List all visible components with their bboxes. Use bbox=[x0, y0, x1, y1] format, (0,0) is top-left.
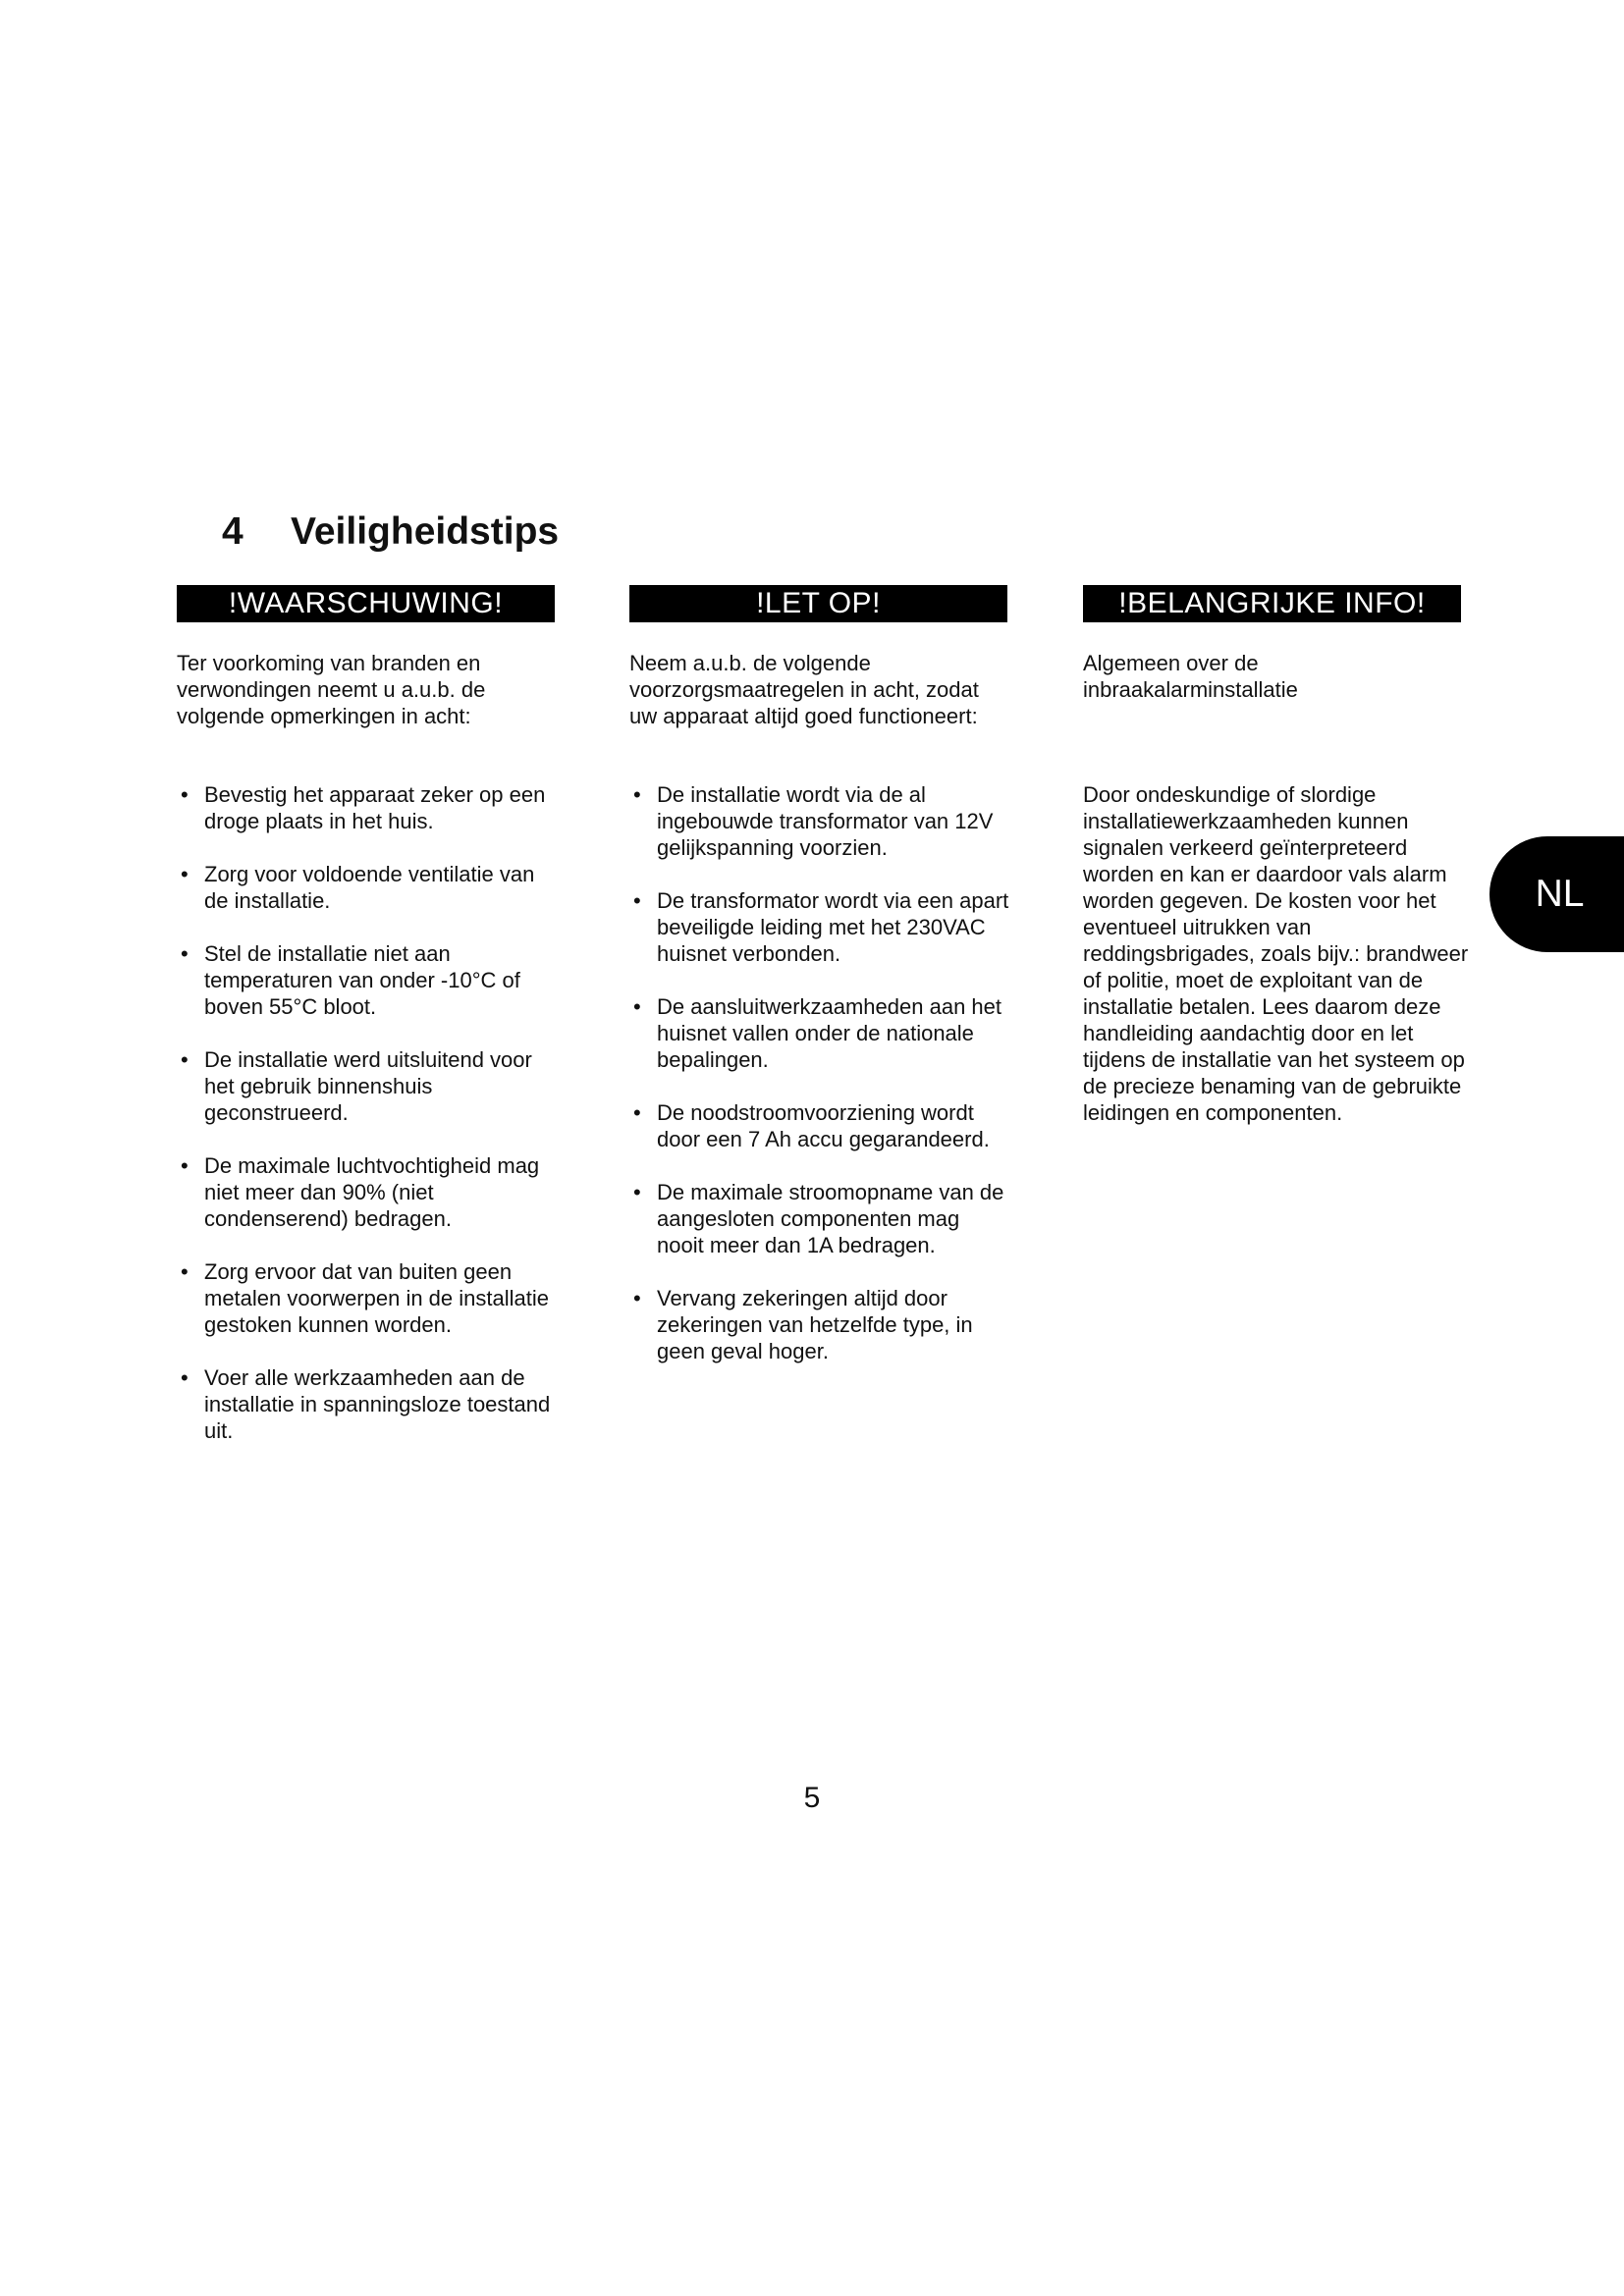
warning-intro: Ter voorkoming van branden en verwondingen neemt u a.u.b. de volgende opmerkingen in acht: bbox=[177, 651, 486, 728]
list-item: • Bevestig het apparaat zeker op een droge plaats in het huis. bbox=[181, 782, 546, 833]
section-number: 4 bbox=[222, 510, 244, 553]
warning-banner: !WAARSCHUWING! bbox=[177, 585, 555, 622]
info-body: Door ondeskundige of slordige installatiewerkzaamheden kunnen signalen verkeerd geïnterpreteerd worden en kan er daardoor vals alarm worden gegeven. De kosten voor het eventueel uitrukken van reddingsbrigades, zoals bijv.: brandweer of politie, moet de exploitant van de installatie betalen. Lees daarom deze handleiding aandachtig door en let tijdens de installatie van het systeem op de precieze benaming van de gebruikte leidingen en componenten. bbox=[1083, 782, 1469, 1125]
list-item: • De noodstroomvoorziening wordt door een 7 Ah accu gegarandeerd. bbox=[633, 1100, 990, 1151]
list-item: • Stel de installatie niet aan temperaturen van onder -10°C of boven 55°C bloot. bbox=[181, 941, 520, 1019]
section-heading bbox=[222, 510, 559, 554]
list-item: • De installatie werd uitsluitend voor het gebruik binnenshuis geconstrueerd. bbox=[181, 1047, 532, 1125]
list-item: • Zorg voor voldoende ventilatie van de installatie. bbox=[181, 862, 535, 913]
list-item: • De aansluitwerkzaamheden aan het huisnet vallen onder de nationale bepalingen. bbox=[633, 994, 1002, 1072]
list-item: • Zorg ervoor dat van buiten geen metalen voorwerpen in de installatie gestoken kunnen worden. bbox=[181, 1259, 549, 1337]
list-item: • De maximale luchtvochtigheid mag niet meer dan 90% (niet condenserend) bedragen. bbox=[181, 1153, 540, 1231]
caution-intro: Neem a.u.b. de volgende voorzorgsmaatregelen in acht, zodat uw apparaat altijd goed functioneert: bbox=[629, 651, 979, 728]
caution-column bbox=[629, 585, 1009, 1363]
list-item: • De transformator wordt via een apart beveiligde leiding met het 230VAC huisnet verbonden. bbox=[633, 888, 1009, 966]
info-banner: !BELANGRIJKE INFO! bbox=[1083, 585, 1461, 622]
info-column bbox=[1083, 585, 1469, 1125]
warning-column bbox=[177, 585, 555, 1443]
page-number: 5 bbox=[803, 1782, 821, 1814]
warning-list bbox=[177, 781, 560, 1470]
language-tab: NL bbox=[1489, 836, 1624, 952]
caution-list bbox=[629, 781, 1012, 1391]
info-intro: Algemeen over de inbraakalarminstallatie bbox=[1083, 651, 1298, 702]
list-item: • Vervang zekeringen altijd door zekeringen van hetzelfde type, in geen geval hoger. bbox=[633, 1286, 973, 1363]
section-title: Veiligheidstips bbox=[291, 510, 560, 553]
list-item: • De installatie wordt via de al ingebouwde transformator van 12V gelijkspanning voorzien. bbox=[633, 782, 994, 860]
caution-banner: !LET OP! bbox=[629, 585, 1007, 622]
list-item: • Voer alle werkzaamheden aan de installatie in spanningsloze toestand uit. bbox=[181, 1365, 551, 1443]
list-item: • De maximale stroomopname van de aangesloten componenten mag nooit meer dan 1A bedragen. bbox=[633, 1180, 1004, 1257]
